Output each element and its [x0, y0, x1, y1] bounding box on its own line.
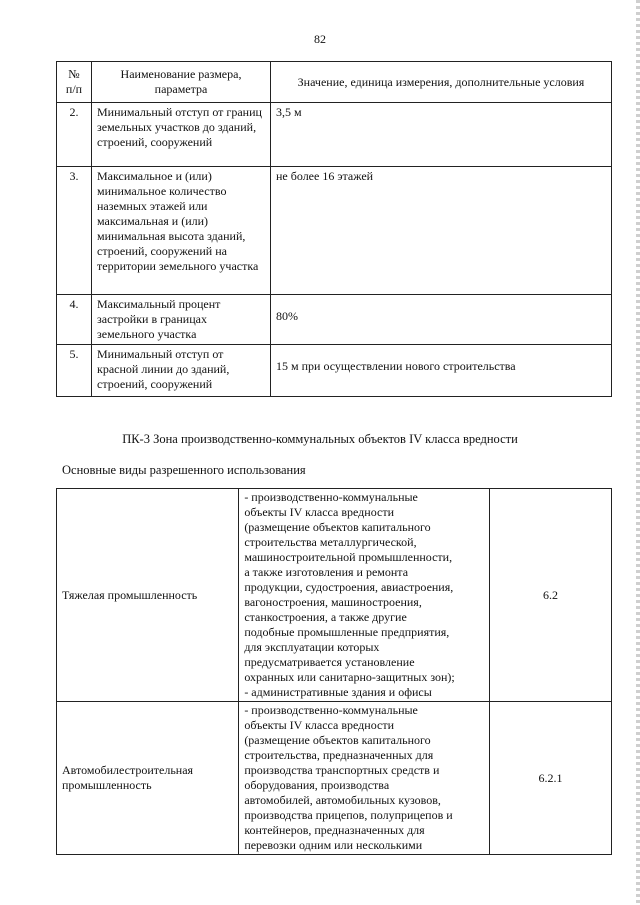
use-description: [239, 489, 490, 702]
page-number: 82: [314, 32, 326, 46]
row-value: 15 м при осуществлении нового строительства: [271, 345, 612, 397]
table-row: [57, 167, 612, 295]
row-num: 4.: [57, 295, 92, 345]
description-line: а также изготовления и ремонта: [244, 565, 409, 579]
description-line: (размещение объектов капитального: [244, 520, 431, 534]
scan-edge: [636, 0, 640, 905]
table-row: [57, 295, 612, 345]
row-num: 5.: [57, 345, 92, 397]
description-line: объекты IV класса вредности: [244, 718, 394, 732]
row-value: не более 16 этажей: [271, 167, 612, 295]
description-line: - производственно-коммунальные: [244, 490, 418, 504]
description-line: оборудования, производства: [244, 778, 390, 792]
header-value: Значение, единица измерения, дополнительные условия: [271, 62, 612, 103]
table-row: [57, 702, 612, 855]
use-kind: Автомобилестроительная промышленность: [57, 702, 239, 855]
description-line: подобные промышленные предприятия,: [244, 625, 450, 639]
description-line: продукции, судостроения, авиастроения,: [244, 580, 454, 594]
row-name: Максимальное и (или) минимальное количество наземных этажей или максимальная и (или) минимальная высота зданий, строений, сооружений на территории земельного участка: [92, 167, 271, 295]
table-header-row: [57, 62, 612, 103]
description-line: предусматривается установление: [244, 655, 415, 669]
header-name: Наименование размера, параметра: [92, 62, 271, 103]
use-kind: Тяжелая промышленность: [57, 489, 239, 702]
use-code: 6.2: [490, 489, 612, 702]
description-line: - производственно-коммунальные: [244, 703, 418, 717]
permitted-use-table: [56, 488, 612, 855]
table-row: [57, 103, 612, 167]
use-description: [239, 702, 490, 855]
description-line: объекты IV класса вредности: [244, 505, 394, 519]
description-line: производства прицепов, полуприцепов и: [244, 808, 453, 822]
header-num: № п/п: [57, 62, 92, 103]
table-row: [57, 345, 612, 397]
description-line: охранных или санитарно-защитных зон);: [244, 670, 455, 684]
description-line: - административные здания и офисы: [244, 685, 432, 699]
description-line: автомобилей, автомобильных кузовов,: [244, 793, 441, 807]
description-line: машиностроительной промышленности,: [244, 550, 453, 564]
use-code: 6.2.1: [490, 702, 612, 855]
row-value: 3,5 м: [271, 103, 612, 167]
row-num: 2.: [57, 103, 92, 167]
row-name: Минимальный отступ от границ земельных участков до зданий, строений, сооружений: [92, 103, 271, 167]
row-value: 80%: [271, 295, 612, 345]
description-line: вагоностроения, машиностроения,: [244, 595, 422, 609]
parameters-table: [56, 61, 612, 397]
description-line: строительства, предназначенных для: [244, 748, 434, 762]
description-line: (размещение объектов капитального: [244, 733, 431, 747]
row-num: 3.: [57, 167, 92, 295]
section-title: Основные виды разрешенного использования: [62, 463, 306, 477]
zone-title: ПК-3 Зона производственно-коммунальных объектов IV класса вредности: [122, 432, 518, 446]
row-name: Минимальный отступ от красной линии до зданий, строений, сооружений: [92, 345, 271, 397]
table-row: [57, 489, 612, 702]
description-line: для эксплуатации которых: [244, 640, 380, 654]
row-name: Максимальный процент застройки в границах земельного участка: [92, 295, 271, 345]
description-line: производства транспортных средств и: [244, 763, 440, 777]
description-line: перевозки одним или несколькими: [244, 838, 423, 852]
description-line: строительства металлургической,: [244, 535, 417, 549]
description-line: станкостроения, а также другие: [244, 610, 407, 624]
description-line: контейнеров, предназначенных для: [244, 823, 425, 837]
